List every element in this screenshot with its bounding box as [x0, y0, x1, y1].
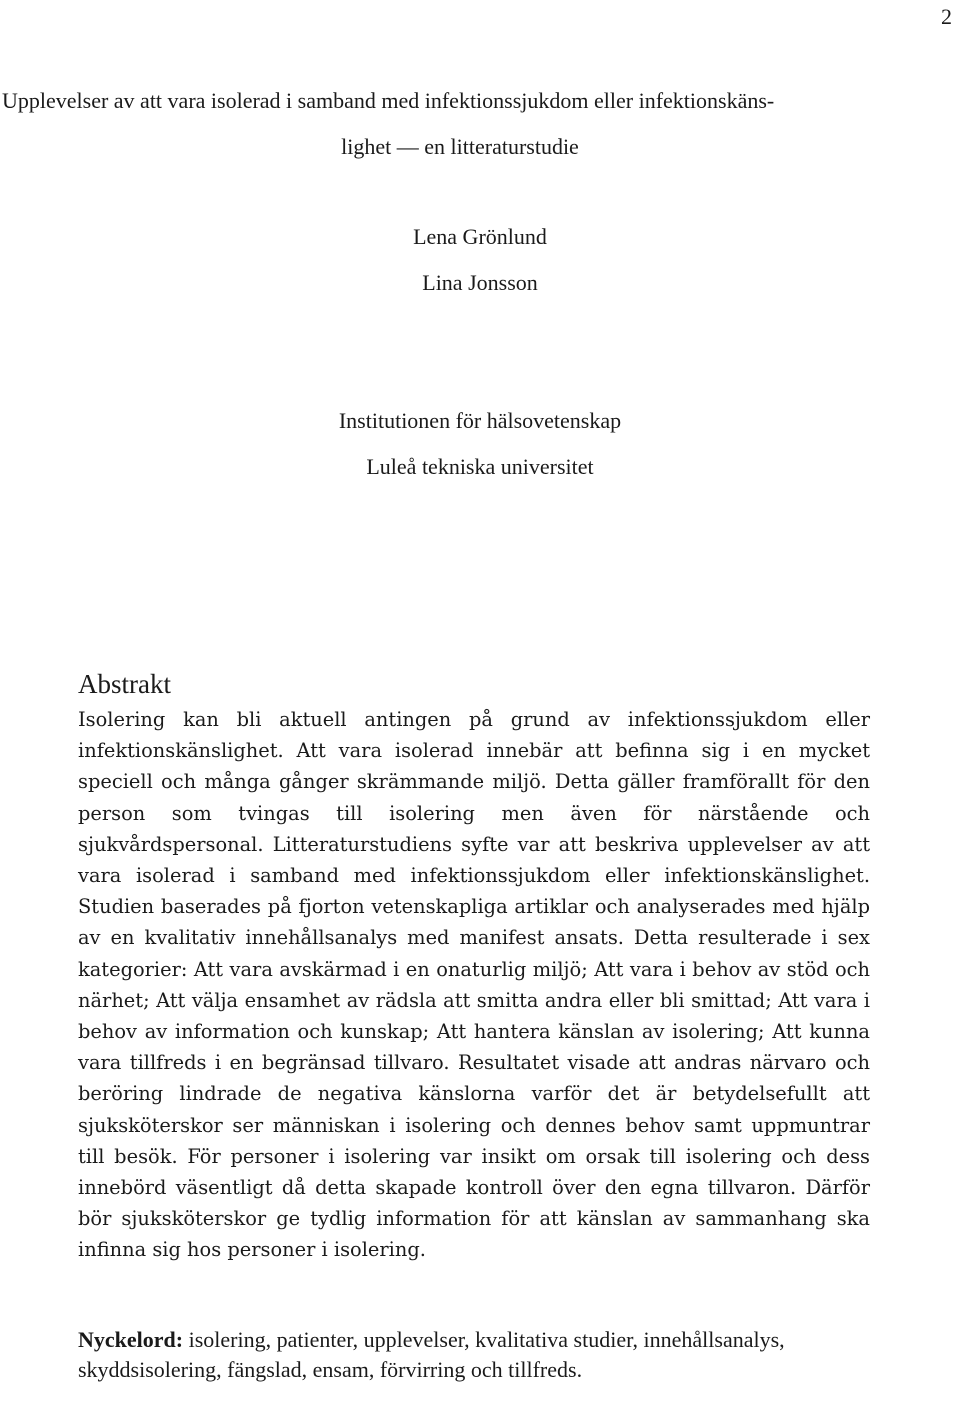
abstract-heading: Abstrakt	[78, 669, 171, 699]
title-line-1: Upplevelser av att vara isolerad i samband med infektionssjukdom eller infektionskäns-	[2, 88, 775, 113]
keywords-text: isolering, patienter, upplevelser, kvalitativa studier, innehållsanalys, skyddsisolering, fängslad, ensam, förvirring och tillfreds.	[78, 1327, 785, 1382]
department-name: Institutionen för hälsovetenskap	[338, 408, 622, 433]
keywords-label: Nyckelord:	[78, 1327, 184, 1352]
author-list	[0, 214, 960, 306]
abstract-section	[78, 664, 870, 1266]
university-name: Luleå tekniska universitet	[366, 454, 594, 479]
author-name: Lena Grönlund	[413, 224, 547, 249]
affiliation	[0, 398, 960, 490]
abstract-body: Isolering kan bli aktuell antingen på grund av infektionssjukdom eller infektionskänslighet. Att vara isolerad innebär att befinna sig i en mycket speciell och många gånger skrämmande miljö. Detta gäller framförallt för den person som tvingas till isolering men även för närstående och sjukvårdspersonal. Litteraturstudiens syfte var att beskriva upplevelser av att vara isolerad i samband med infektionssjukdom eller infektionskänslighet. Studien baserades på fjorton vetenskapliga artiklar och analyserades med hjälp av en kvalitativ innehållsanalys med manifest ansats. Detta resulterade i sex kategorier: Att vara avskärmad i en onaturlig miljö; Att vara i behov av stöd och närhet; Att välja ensamhet av rädsla att smitta andra eller bli smittad; Att vara i behov av information och kunskap; Att hantera känslan av isolering; Att kunna vara tillfreds i en begränsad tillvaro. Resultatet visade att andras närvaro och beröring lindrade de negativa känslorna varför det är betydelsefullt att sjuksköterskor ser människan i isolering och dennes behov samt uppmuntrar till besök. För personer i isolering var insikt om orsak till isolering och dess innebörd väsentligt då detta skapade kontroll över den egna tillvaron. Därför bör sjuksköterskor ge tydlig information för att känslan av sammanhang ska infinna sig hos personer i isolering.	[78, 708, 870, 1262]
page-number: 2	[941, 4, 952, 29]
keywords-section	[78, 1325, 870, 1385]
thesis-title	[0, 78, 960, 170]
author-name: Lina Jonsson	[422, 270, 538, 295]
title-line-2: lighet — en litteraturstudie	[341, 134, 579, 159]
